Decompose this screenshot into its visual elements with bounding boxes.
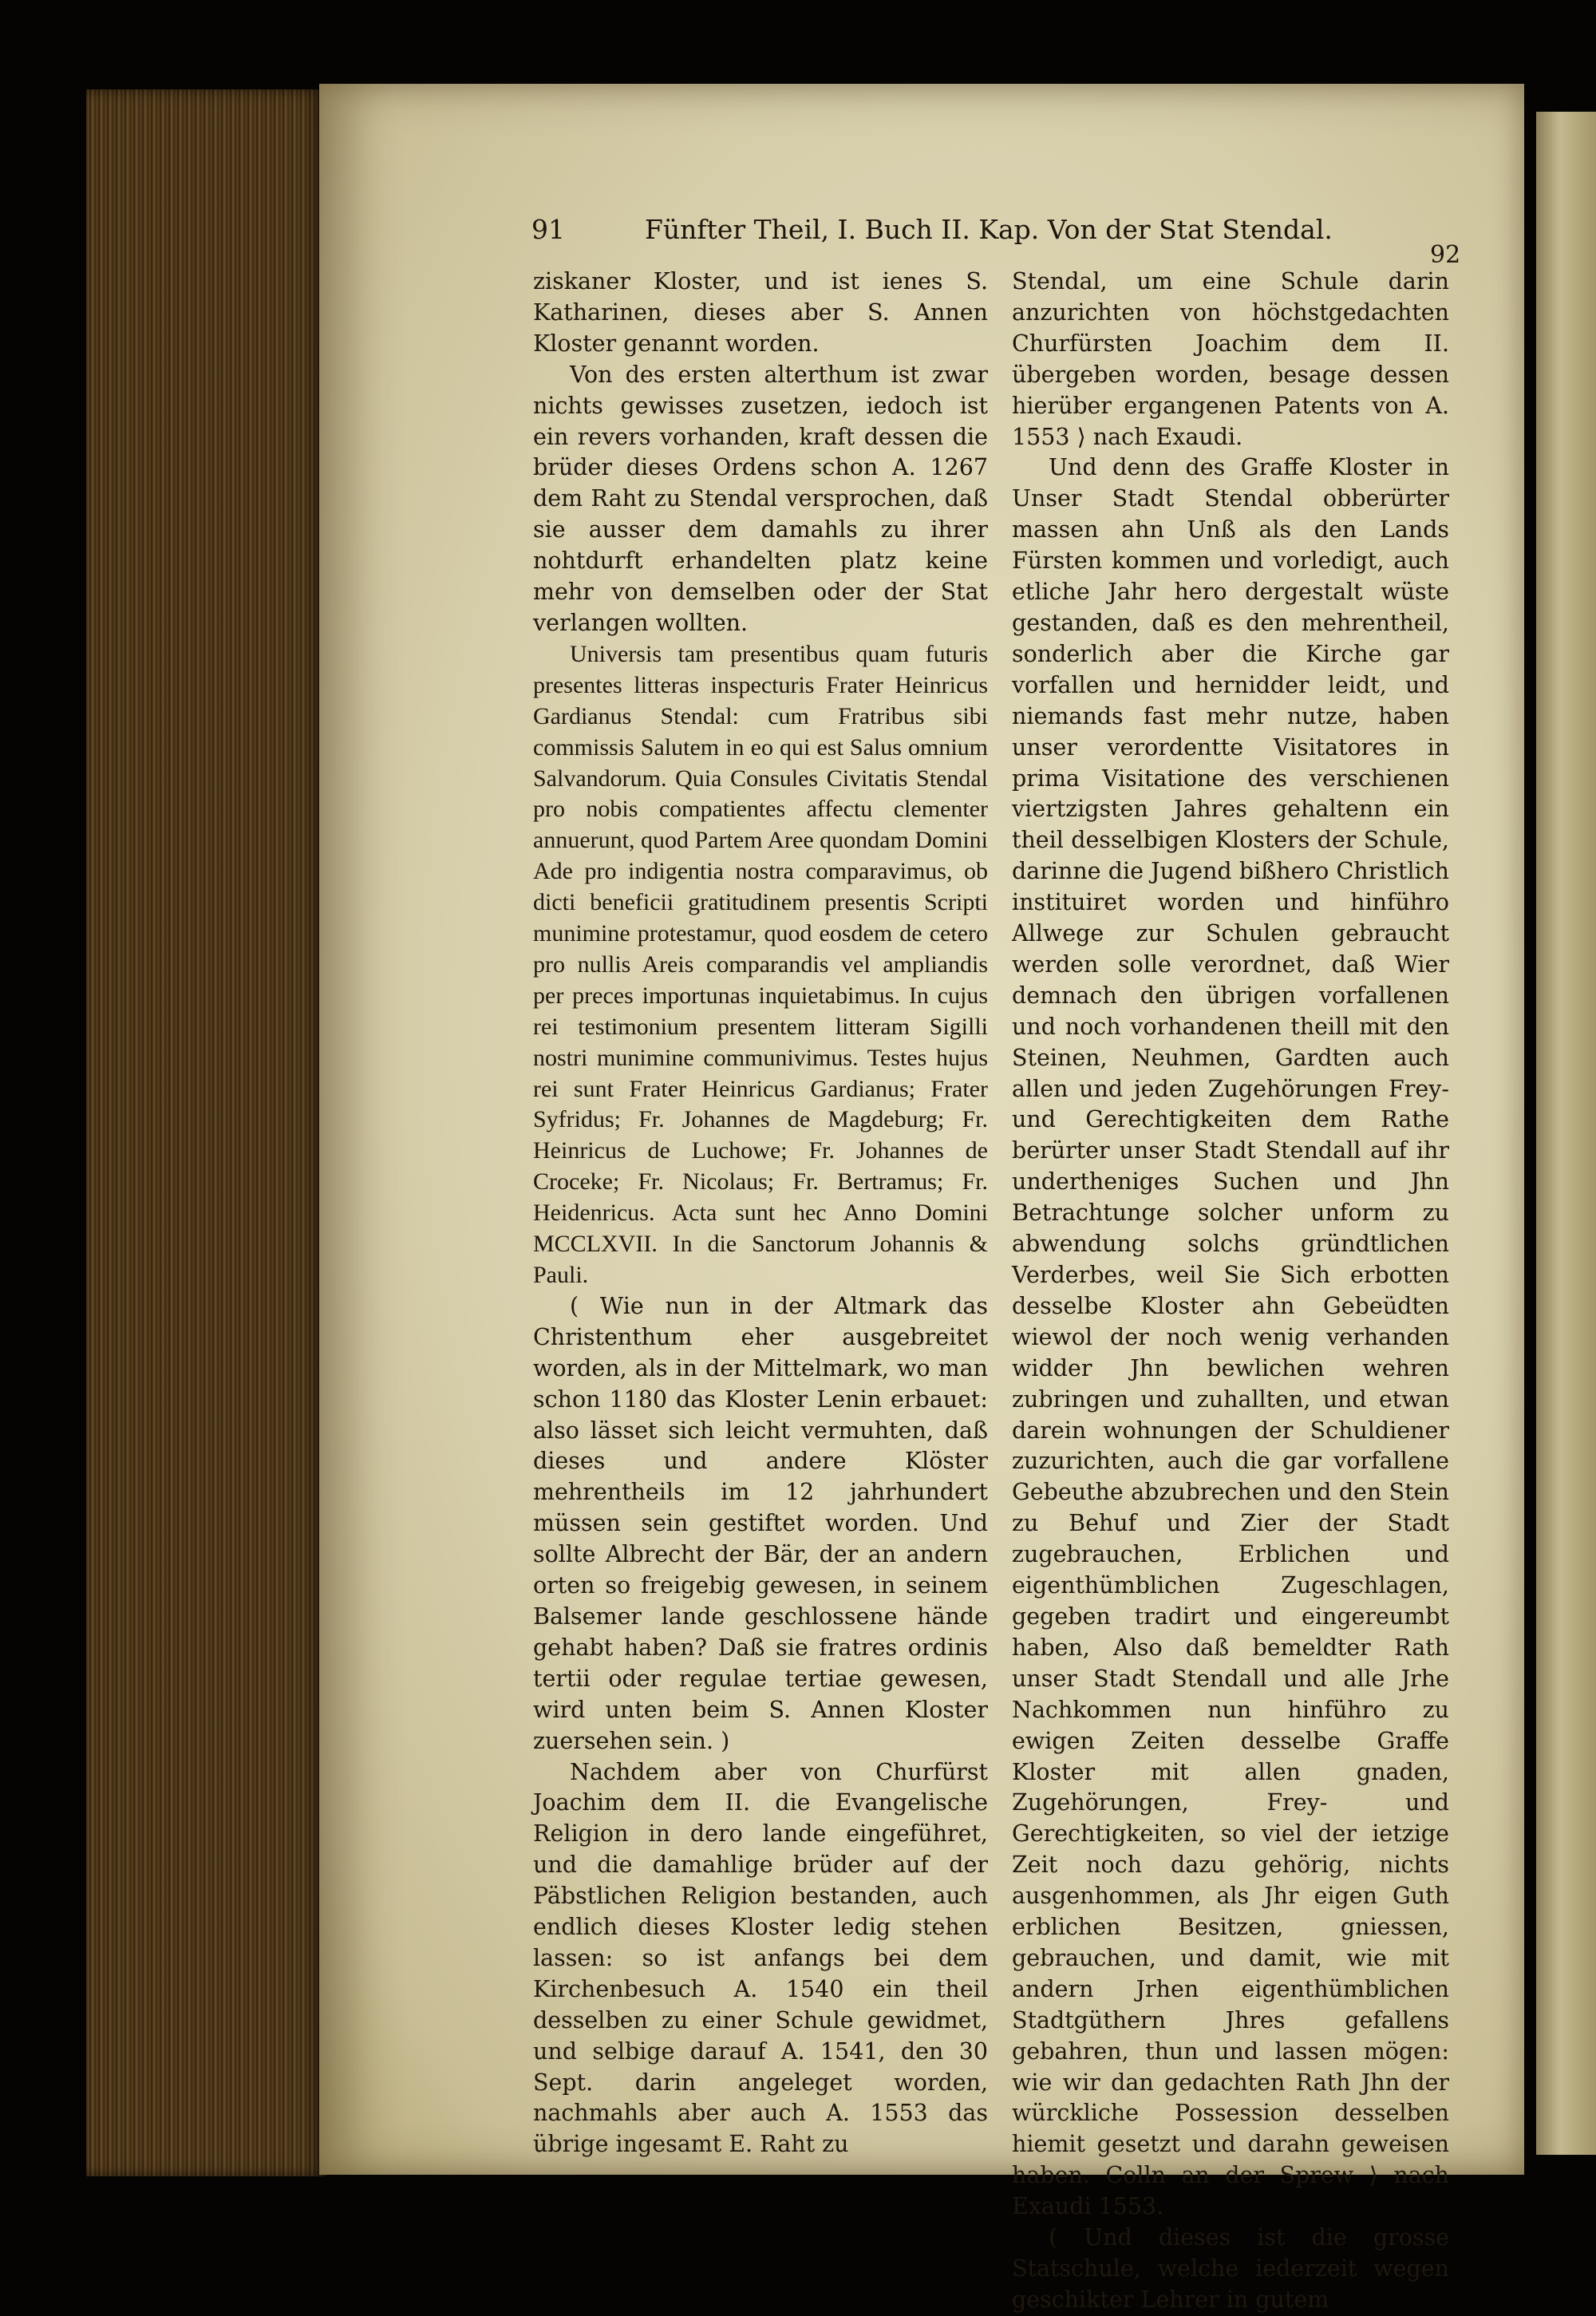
- paragraph: Stendal, um eine Schule darin anzurichten von höchstgedachten Churfürsten Joachim dem II. übergeben worden, besage dessen hierüber ergangenen Patents von A. 1553 ⟩ nach Exaudi.: [1012, 268, 1449, 450]
- paragraph: ( Und dieses ist die grosse Statschule, welche iederzeit wegen geschikter Lehrer in gutem: [1012, 2224, 1449, 2313]
- page-number-left: 91: [531, 214, 565, 245]
- paragraph: ziskaner Kloster, und ist ienes S. Katharinen, dieses aber S. Annen Kloster genannt worden.: [533, 268, 988, 357]
- right-column: [1012, 267, 1449, 2316]
- running-title: Fünfter Theil, I. Buch II. Kap. Von der Stat Stendal.: [645, 214, 1333, 245]
- paragraph: ( Wie nun in der Altmark das Christenthum eher ausgebreitet worden, als in der Mittelmark, wo man schon 1180 das Kloster Lenin erbauet: also lässet sich leicht vermuhten, daß dieses und andere Klöster mehrentheils im 12 jahrhundert müssen sein gestiftet worden. Und sollte Albrecht der Bär, der an andern orten so freigebig gewesen, in seinem Balsemer lande geschlossene hände gehabt haben? Daß sie fratres ordinis tertii oder regulae tertiae gewesen, wird unten beim S. Annen Kloster zuersehen sein. ): [533, 1292, 988, 1754]
- facing-page-edge: [1536, 112, 1596, 2155]
- latin-charter: Universis tam presentibus quam futuris presentes litteras inspecturis Frater Heinricus Gardianus Stendal: cum Fratribus sibi commissis Salutem in eo qui est Salus omnium Salvandorum. Quia Consules Civitatis Stendal pro nobis compatientes affectu clementer annuerunt, quod Partem Aree quondam Domini Ade pro indigentia nostra comparavimus, ob dicti beneficii gratitudinem presentis Scripti munimine protestamur, quod eosdem de cetero pro nullis Areis comparandis vel ampliandis per preces importunas inquietabimus. In cujus rei testimonium presentem litteram Sigilli nostri munimine communivimus. Testes hujus rei sunt Frater Heinricus Gardianus; Frater Syfridus; Fr. Johannes de Magdeburg; Fr. Heinricus de Luchowe; Fr. Johannes de Croceke; Fr. Nicolaus; Fr. Bertramus; Fr. Heidenricus. Acta sunt hec Anno Domini MCCLXVII. In die Sanctorum Johannis & Pauli.: [533, 640, 988, 1288]
- left-column: [533, 267, 988, 2160]
- paragraph: Nachdem aber von Churfürst Joachim dem II. die Evangelische Religion in dero lande eingeführet, und die damahlige brüder auf der Päbstlichen Religion bestanden, auch endlich dieses Kloster ledig stehen lassen: so ist anfangs bei dem Kirchenbesuch A. 1540 ein theil desselben zu einer Schule gewidmet, und selbige darauf A. 1541, den 30 Sept. darin angeleget worden, nachmahls aber auch A. 1553 das übrige ingesamt E. Raht zu: [533, 1758, 988, 2158]
- paragraph: Von des ersten alterthum ist zwar nichts gewisses zusetzen, iedoch ist ein revers vorhanden, kraft dessen die brüder dieses Ordens schon A. 1267 dem Raht zu Stendal versprochen, daß sie ausser dem damahls zu ihrer nohtdurft erhandelten platz keine mehr von demselben oder der Stat verlangen wollten.: [533, 361, 988, 636]
- page-number-right: 92: [1430, 241, 1461, 269]
- paragraph: Und denn des Graffe Kloster in Unser Stadt Stendal obberürter massen ahn Unß als den Lands Fürsten kommen und vorledigt, auch etliche Jahr hero dergestalt wüste gestanden, daß es den mehrentheil, sonderlich aber die Kirche gar vorfallen und hernidder leidt, und niemands fast mehr nutze, haben unser verordentte Visitatores in prima Visitatione des verschienen viertzigsten Jahres gehaltenn ein theil desselbigen Klosters der Schule, darinne die Jugend bißhero Christlich instituiret worden und hinführo Allwege zur Schulen gebraucht werden solle verordnet, daß Wier demnach den übrigen vorfallenen und noch vorhandenen theill mit den Steinen, Neuhmen, Gardten auch allen und jeden Zugehörungen Frey- und Gerechtigkeiten dem Rathe berürter unser Stadt Stendall auf ihr undertheniges Suchen und Jhn Betrachtunge solcher unform zu abwendung solchs gründtlichen Verderbes, weil Sie Sich erbotten desselbe Kloster ahn Gebeüdten wiewol der noch wenig verhanden widder Jhn bewlichen wehren zubringen und zuhallten, und etwan darein wohnungen der Schuldiener zuzurichten, auch die gar vorfallene Gebeuthe abzubrechen und den Stein zu Behuf und Zier der Stadt zugebrauchen, Erblichen und eigenthümblichen Zugeschlagen, gegeben tradirt und eingereumbt haben, Also daß bemeldter Rath unser Stadt Stendall und alle Jrhe Nachkommen nun hinführo zu ewigen Zeiten desselbe Graffe Kloster mit allen gnaden, Zugehörungen, Frey- und Gerechtigkeiten, so viel der ietzige Zeit noch dazu gehörig, nichts ausgenhommen, als Jhr eigen Guth erblichen Besitzen, gniessen, gebrauchen, und damit, wie mit andern Jrhen eigenthümblichen Stadtgüthern Jhres gefallens gebahren, thun und lassen mögen: wie wir dan gedachten Rath Jhn der würckliche Possession desselben hiemit gesetzt und darahn geweisen haben. Colln an der Sprew ⟩ nach Exaudi 1553.: [1012, 454, 1449, 2220]
- book-page-edges: [86, 89, 326, 2176]
